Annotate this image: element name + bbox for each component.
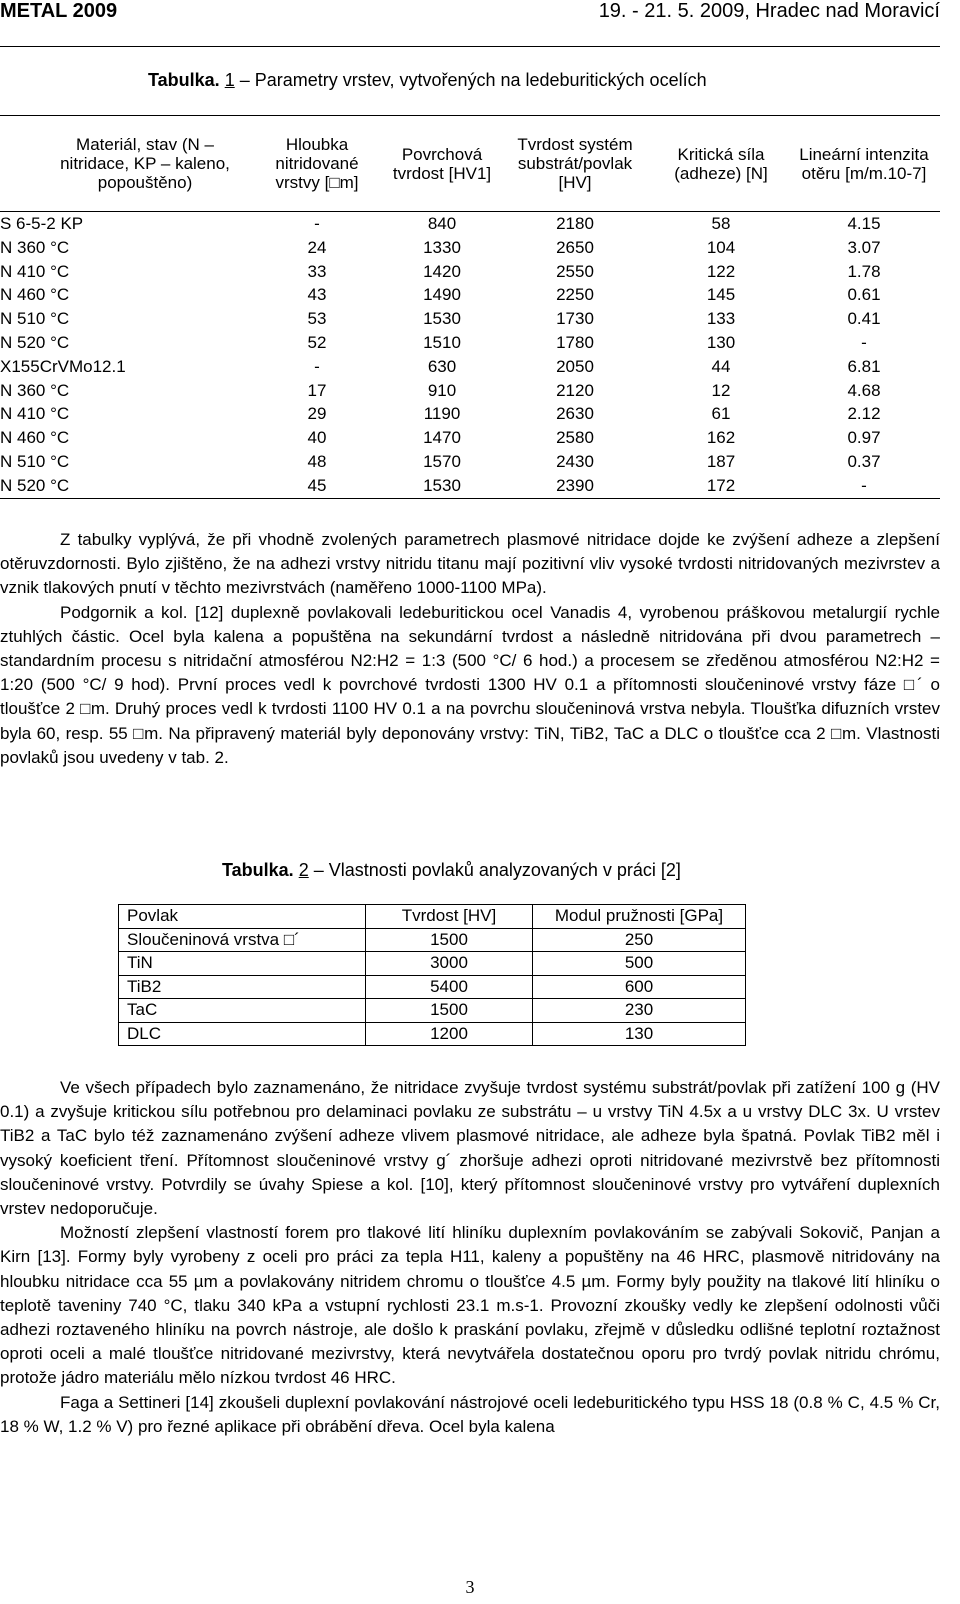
table1-cell: 172 xyxy=(706,475,736,495)
table1-cell: 2120 xyxy=(556,380,594,400)
table1-cell: 2.12 xyxy=(847,404,881,424)
table2-caption-number: 2 xyxy=(298,860,309,880)
table1-cell: 24 xyxy=(307,237,327,257)
table1-cell: - xyxy=(314,356,320,376)
table1-header-depth: Hloubka nitridované vrstvy [□m] xyxy=(275,135,359,192)
table1-caption-number: 1 xyxy=(224,70,235,90)
table1-cell: N 510 °C xyxy=(0,309,70,329)
table1-cell: 45 xyxy=(307,475,327,495)
table1-cell: N 460 °C xyxy=(0,285,70,305)
paragraph: Možností zlepšení vlastností forem pro tlakové lití hliníku duplexním povlakováním se zabývali Sokovič, Panjan a Kirn [13]. Formy byly vyrobeny z oceli pro práci za tepla H11, kaleny a popuštěny na 46 HRC, plasmově nitridovány na hloubku nitridace cca 55 µm a povlakovány nitridem chromu o tloušťce 4.5 µm. Formy byly použity na tlakové lití hliníku o teplotě taveniny 740 °C, tlaku 340 kPa a vstupní rychlosti 23.1 m.s-1. Provozní zkoušky vedly ke zlepšení odolnosti vůči adhezi roztaveného hliníku na povrch nástroje, ale došlo k praskání povlaku, zřejmě v důsledku odlišné teplotní roztažnost oproti oceli a malé tloušťce nitridované mezivrstvy, která nevytvářela dostatečnou oporu pro tvrdý povlak nitridu chrómu, protože jádro materiálu mělo nízkou tvrdost 46 HRC. xyxy=(0,1223,940,1388)
table1-cell: 44 xyxy=(711,356,731,376)
table1-row xyxy=(0,426,940,450)
table1-cell: 2390 xyxy=(556,475,594,495)
table1-header-wear-rate: Lineární intenzita otěru [m/m.10-7] xyxy=(799,144,929,183)
table2 xyxy=(118,904,746,1046)
table1-cell: 0.97 xyxy=(847,428,881,448)
table2-cell: Sloučeninová vrstva □´ xyxy=(119,928,366,952)
table1 xyxy=(0,115,940,499)
table2-row xyxy=(119,1022,746,1046)
table1-cell: - xyxy=(861,475,867,495)
table1-cell: 48 xyxy=(307,451,327,471)
table1-row xyxy=(0,212,940,236)
table1-cell: 4.15 xyxy=(847,214,881,233)
table1-cell: 2250 xyxy=(556,285,594,305)
table2-cell: 1500 xyxy=(366,999,533,1023)
table1-cell: 130 xyxy=(706,332,736,352)
page-header xyxy=(0,0,940,34)
table1-cell: 1780 xyxy=(556,332,594,352)
table1-cell: 840 xyxy=(427,214,457,233)
table1-cell: 1470 xyxy=(423,428,461,448)
table1-cell: N 410 °C xyxy=(0,261,70,281)
table1-cell: 2430 xyxy=(556,451,594,471)
table1-row xyxy=(0,236,940,260)
table1-header-row xyxy=(0,115,940,212)
table2-row xyxy=(119,999,746,1023)
table1-cell: 53 xyxy=(307,309,327,329)
table2-caption xyxy=(222,860,681,881)
table1-header-material: Materiál, stav (N – nitridace, KP – kaleno, popouštěno) xyxy=(60,135,230,192)
table1-cell: 52 xyxy=(307,332,327,352)
table1-cell: 1330 xyxy=(423,237,461,257)
body-text-2 xyxy=(0,1076,940,1439)
table1-cell: - xyxy=(861,332,867,352)
table1-cell: S 6-5-2 KP xyxy=(0,214,84,233)
page-number: 3 xyxy=(465,1577,475,1597)
table2-row xyxy=(119,952,746,976)
table2-cell: TiB2 xyxy=(119,975,366,999)
table1-caption-label: Tabulka. xyxy=(148,70,220,90)
table1-cell: 2630 xyxy=(556,404,594,424)
table1-cell: 162 xyxy=(706,428,736,448)
table1-cell: N 460 °C xyxy=(0,428,70,448)
table2-header-cell: Povlak xyxy=(119,905,366,929)
table1-row xyxy=(0,283,940,307)
table2-cell: 5400 xyxy=(366,975,533,999)
table1-cell: 40 xyxy=(307,428,327,448)
table1-cell: 1190 xyxy=(423,404,461,424)
table1-cell: 2580 xyxy=(556,428,594,448)
body-text-1 xyxy=(0,528,940,770)
table1-row xyxy=(0,450,940,474)
conference-name: METAL 2009 xyxy=(0,0,118,22)
table2-cell: 500 xyxy=(533,952,746,976)
table1-cell: 0.37 xyxy=(847,451,881,471)
table2-cell: 600 xyxy=(533,975,746,999)
table2-cell: 250 xyxy=(533,928,746,952)
table1-cell: 1490 xyxy=(423,285,461,305)
table1-cell: 1.78 xyxy=(847,261,881,281)
header-rule xyxy=(0,46,940,47)
table1-cell: 61 xyxy=(711,404,731,424)
table2-header-row xyxy=(119,905,746,929)
table1-cell: 1420 xyxy=(423,261,461,281)
table2-cell: 130 xyxy=(533,1022,746,1046)
table1-cell: 630 xyxy=(427,356,457,376)
table1-row xyxy=(0,355,940,379)
table2-row xyxy=(119,975,746,999)
table1-caption-text: – Parametry vrstev, vytvořených na ledeburitických ocelích xyxy=(239,70,707,90)
table1-cell: 1510 xyxy=(423,332,461,352)
table1-cell: 29 xyxy=(307,404,327,424)
table1-cell: 4.68 xyxy=(847,380,881,400)
conference-date-place: 19. - 21. 5. 2009, Hradec nad Moravicí xyxy=(598,0,940,22)
table2-row xyxy=(119,928,746,952)
table1-cell: 1570 xyxy=(423,451,461,471)
table1-cell: 2050 xyxy=(556,356,594,376)
table1-cell: N 360 °C xyxy=(0,380,70,400)
table1-row xyxy=(0,260,940,284)
table1-cell: 0.41 xyxy=(847,309,881,329)
table1-cell: 145 xyxy=(706,285,736,305)
table1-header-critical-force: Kritická síla (adheze) [N] xyxy=(674,144,768,183)
table1-row xyxy=(0,379,940,403)
table1-caption xyxy=(148,70,707,91)
table1-cell: - xyxy=(314,214,320,233)
table1-row xyxy=(0,331,940,355)
table2-caption-text: – Vlastnosti povlaků analyzovaných v práci [2] xyxy=(313,860,681,880)
table1-cell: 2180 xyxy=(556,214,594,233)
table1-cell: 43 xyxy=(307,285,327,305)
table2-cell: 1200 xyxy=(366,1022,533,1046)
table1-cell: 2550 xyxy=(556,261,594,281)
table2-cell: DLC xyxy=(119,1022,366,1046)
table1-cell: 2650 xyxy=(556,237,594,257)
paragraph: Podgornik a kol. [12] duplexně povlakovali ledeburitickou ocel Vanadis 4, vyrobenou práškovou metalurgií rychle ztuhlých částic. Ocel byla kalena a popuštěna na sekundární tvrdost a následně nitridována při dvou parametrech – standardním procesu s nitridační atmosférou N2:H2 = 1:3 (500 °C/ 6 hod.) a procesem se zředěnou atmosférou N2:H2 = 1:20 (500 °C/ 9 hod). První proces vedl k povrchové tvrdosti 1300 HV 0.1 a přítomnosti sloučeninové vrstvy fáze □´ o tloušťce 2 □m. Druhý proces vedl k tvrdosti 1100 HV 0.1 a na povrchu sloučeninová vrstva nebyla. Tloušťka difuzních vrstev byla 60, resp. 55 □m. Na připravený materiál byly deponovány vrstvy: TiN, TiB2, TaC a DLC o tloušťce cca 2 □m. Vlastnosti povlaků jsou uvedeny v tab. 2. xyxy=(0,602,940,767)
table1-row xyxy=(0,474,940,499)
table1-cell: N 510 °C xyxy=(0,451,70,471)
table1-row xyxy=(0,307,940,331)
table1-cell: N 410 °C xyxy=(0,404,70,424)
table1-cell: 122 xyxy=(706,261,736,281)
table2-header-cell: Modul pružnosti [GPa] xyxy=(533,905,746,929)
table1-cell: 104 xyxy=(706,237,736,257)
table1-cell: 12 xyxy=(711,380,731,400)
table1-cell: 17 xyxy=(307,380,327,400)
table1-cell: 0.61 xyxy=(847,285,881,305)
paragraph: Ve všech případech bylo zaznamenáno, že nitridace zvyšuje tvrdost systému substrát/povlak při zatížení 100 g (HV 0.1) a zvyšuje kritickou sílu potřebnou pro delaminaci povlaku ze substrátu – u vrstvy TiN 4.5x a u vrstvy DLC 3x. U vrstev TiB2 a TaC bylo též zaznamenáno zvýšení adheze vlivem plasmové nitridace, ale adheze byla špatná. Povlak TiB2 měl i vysoký koeficient tření. Přítomnost sloučeninové vrstvy g´ zhoršuje adhezi oproti nitridované mezivrstvě bez přítomnosti sloučeninové vrstvy. Potvrdily se úvahy Spiese a kol. [10], který přítomnost sloučeninové vrstvy pro vytváření duplexních vrstev nedoporučuje. xyxy=(0,1078,940,1219)
table1-header-surface-hardness: Povrchová tvrdost [HV1] xyxy=(392,144,492,183)
table2-cell: 3000 xyxy=(366,952,533,976)
table2-cell: TiN xyxy=(119,952,366,976)
table2-cell: 230 xyxy=(533,999,746,1023)
table1-cell: 58 xyxy=(711,214,731,233)
table2-cell: 1500 xyxy=(366,928,533,952)
table2-caption-label: Tabulka. xyxy=(222,860,294,880)
table1-cell: 33 xyxy=(307,261,327,281)
table1-cell: 1530 xyxy=(423,475,461,495)
paragraph: Faga a Settineri [14] zkoušeli duplexní povlakování nástrojové oceli ledeburitického typu HSS 18 (0.8 % C, 4.5 % Cr, 18 % W, 1.2 % V) pro řezné aplikace při obrábění dřeva. Ocel byla kalena xyxy=(0,1392,940,1436)
table1-cell: 187 xyxy=(706,451,736,471)
table1-cell: 6.81 xyxy=(847,356,881,376)
table1-cell: N 520 °C xyxy=(0,475,70,495)
table1-cell: 3.07 xyxy=(847,237,881,257)
table1-row xyxy=(0,402,940,426)
table1-cell: 910 xyxy=(427,380,457,400)
table1-header-system-hardness: Tvrdost systém substrát/povlak [HV] xyxy=(517,135,633,192)
table2-cell: TaC xyxy=(119,999,366,1023)
paragraph: Z tabulky vyplývá, že při vhodně zvolených parametrech plasmové nitridace dojde ke zvýšení adheze a zlepšení otěruvzdornosti. Bylo zjištěno, že na adhezi vrstvy nitridu titanu mají pozitivní vliv vysoké tvrdosti nitridovaných mezivrstev a vznik tlakových pnutí v těchto mezivrstvách (naměřeno 1000-1100 MPa). xyxy=(0,530,940,598)
table1-cell: N 520 °C xyxy=(0,332,70,352)
table1-cell: 133 xyxy=(706,309,736,329)
table1-cell: 1530 xyxy=(423,309,461,329)
table1-cell: N 360 °C xyxy=(0,237,70,257)
table1-cell: X155CrVMo12.1 xyxy=(0,356,126,376)
table2-header-cell: Tvrdost [HV] xyxy=(366,905,533,929)
table1-cell: 1730 xyxy=(556,309,594,329)
